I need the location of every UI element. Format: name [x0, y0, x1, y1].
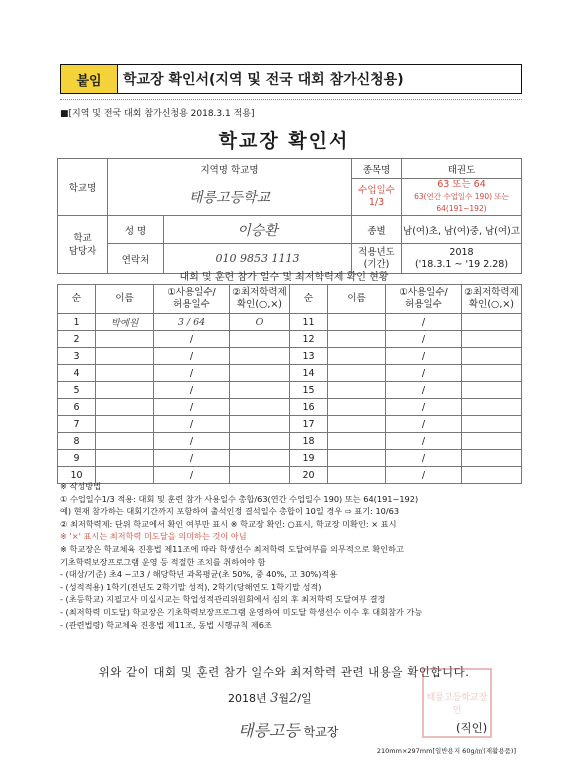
row-check	[462, 331, 522, 348]
col-name: 이름	[328, 285, 386, 314]
note-line: - (최저학력 미도달) 학교장은 기초학력보장프로그램 운영하여 미도달 학생선수 이수 후 대회참가 가능	[60, 606, 423, 617]
row-name	[96, 382, 154, 399]
school-value: 태릉고등학교	[108, 179, 352, 216]
header-box	[60, 64, 522, 94]
row-number: 5	[58, 382, 96, 399]
name-label: 성 명	[108, 216, 164, 244]
row-name	[96, 331, 154, 348]
seal-note: (직인)	[456, 721, 488, 735]
period-label-2: (기간)	[363, 258, 390, 270]
row-check	[230, 365, 290, 382]
col-days-1: ①사용일수/	[399, 287, 448, 298]
days-value-2: 63(연간 수업일수 190) 또는 64(191~192)	[414, 192, 509, 213]
days-label-2: 1/3	[368, 197, 385, 208]
date-day: 2	[289, 691, 298, 706]
table-row	[58, 348, 522, 365]
school-label: 학교명	[58, 159, 108, 216]
table-body	[58, 314, 522, 484]
row-name	[96, 348, 154, 365]
row-days: /	[154, 331, 230, 348]
row-days: /	[386, 467, 462, 484]
participation-table	[57, 284, 522, 484]
note-line: ① 수업일수1/3 적용: 대회 및 훈련 참가 사용일수 총합/63(연간 수업일수 190) 또는 64(191~192)	[60, 493, 419, 504]
category-value: 남(여)초, 남(여)중, 남(여)고	[402, 216, 522, 244]
row-days: /	[386, 331, 462, 348]
col-days-1: ①사용일수/	[167, 287, 216, 298]
col-name: 이름	[96, 285, 154, 314]
row-check	[462, 433, 522, 450]
row-days: /	[386, 314, 462, 331]
row-days: /	[386, 382, 462, 399]
row-number: 6	[58, 399, 96, 416]
school-sub-label: 지역명 학교명	[108, 159, 352, 179]
row-number: 2	[58, 331, 96, 348]
row-number: 16	[290, 399, 328, 416]
row-name	[328, 365, 386, 382]
principal-suffix: 학교장	[303, 725, 339, 739]
row-check	[462, 416, 522, 433]
row-check	[230, 331, 290, 348]
row-name	[96, 399, 154, 416]
contact-value: 010 9853 1113	[164, 244, 352, 274]
table-row	[58, 314, 522, 331]
teacher-label-2: 담당자	[68, 245, 97, 257]
header-title: 학교장 확인서(지역 및 전국 대회 참가신청용)	[123, 72, 404, 88]
period-value-1: 2018	[449, 246, 474, 258]
days-value-1: 63 또는 64	[437, 179, 486, 190]
category-label: 종별	[352, 216, 402, 244]
row-days: 3 / 64	[154, 314, 230, 331]
note-line: - (초등학교) 지필고사 미실시교는 학업성적관리위원회에서 심의 후 최저학력 도달여부 결정	[60, 594, 386, 605]
row-days: /	[386, 365, 462, 382]
attachment-tag: 붙임	[61, 65, 118, 93]
note-line: - (관련법령) 학교체육 진흥법 제11조, 동법 시행규칙 제6조	[60, 619, 272, 630]
row-name	[96, 365, 154, 382]
table-row	[58, 399, 522, 416]
row-days: /	[386, 399, 462, 416]
official-seal: 태릉고등학교장인	[422, 668, 492, 738]
col-days-2: 허용일수	[405, 299, 442, 310]
table-row	[58, 416, 522, 433]
row-name	[328, 331, 386, 348]
row-number: 20	[290, 467, 328, 484]
row-number: 10	[58, 467, 96, 484]
row-number: 7	[58, 416, 96, 433]
table-row	[58, 433, 522, 450]
row-check	[462, 314, 522, 331]
row-name	[96, 450, 154, 467]
teacher-label-1: 학교	[73, 232, 92, 244]
row-days: /	[154, 433, 230, 450]
note-line: 기초학력보장프로그램 운영 등 적절한 조치를 취하여야 함	[60, 556, 266, 567]
days-label-1: 수업일수	[358, 185, 395, 196]
principal-school-handwritten: 태릉고등	[238, 721, 300, 740]
row-number: 14	[290, 365, 328, 382]
section-title: 대회 및 훈련 참가 일수 및 최저학력제 확인 현황	[179, 272, 389, 283]
row-name	[96, 433, 154, 450]
row-name	[328, 382, 386, 399]
row-check	[230, 399, 290, 416]
table-row	[58, 382, 522, 399]
contact-label: 연락처	[108, 244, 164, 274]
info-table	[57, 158, 522, 274]
row-name	[96, 416, 154, 433]
col-check-2: 확인(○,×)	[468, 299, 515, 310]
event-value: 태권도	[402, 159, 522, 179]
row-days: /	[386, 348, 462, 365]
row-number: 4	[58, 365, 96, 382]
row-number: 19	[290, 450, 328, 467]
row-days: /	[386, 450, 462, 467]
row-number: 1	[58, 314, 96, 331]
date-year: 2018년	[228, 692, 267, 705]
paper-spec: 210mm×297mm[일반용지 60g/㎡(재활용품)]	[376, 747, 516, 755]
row-name	[328, 416, 386, 433]
note-line: ② 최저학력제: 단위 학교에서 확인 여부만 표시 ※ 학교장 확인: ○표시, 학교장 미확인: × 표시	[60, 518, 397, 529]
row-number: 15	[290, 382, 328, 399]
col-check-2: 확인(○,×)	[236, 299, 283, 310]
row-check	[462, 365, 522, 382]
row-check	[230, 416, 290, 433]
row-check	[462, 382, 522, 399]
row-check	[230, 433, 290, 450]
row-check	[462, 399, 522, 416]
row-name	[328, 399, 386, 416]
period-label-1: 적용년도	[358, 246, 395, 258]
note-line: ※ 작성방법	[60, 481, 102, 491]
name-value: 이승환	[164, 216, 352, 244]
row-days: /	[154, 382, 230, 399]
col-no: 순	[290, 285, 328, 314]
row-name	[328, 314, 386, 331]
row-number: 13	[290, 348, 328, 365]
row-name	[328, 348, 386, 365]
date-month-unit: 월	[278, 692, 290, 705]
row-name	[328, 433, 386, 450]
row-days: /	[154, 467, 230, 484]
table-row	[58, 365, 522, 382]
top-note: ■[지역 및 전국 대회 참가신청용 2018.3.1 적용]	[60, 109, 255, 119]
row-number: 9	[58, 450, 96, 467]
row-number: 17	[290, 416, 328, 433]
note-line: 예) 현재 참가하는 대회기간까지 포함하여 출석인정 결석일수 총합이 10일 경우 ⇨ 표기: 10/63	[60, 506, 400, 517]
row-check: O	[230, 314, 290, 331]
row-number: 3	[58, 348, 96, 365]
document-title: 학교장 확인서	[218, 130, 350, 152]
col-days-2: 허용일수	[173, 299, 210, 310]
date-month: 3	[270, 691, 279, 706]
event-label: 종목명	[352, 159, 402, 179]
row-days: /	[154, 399, 230, 416]
date-day-unit: /일	[297, 692, 312, 705]
row-days: /	[386, 433, 462, 450]
dotted-divider	[60, 99, 522, 100]
row-days: /	[154, 365, 230, 382]
row-number: 8	[58, 433, 96, 450]
row-days: /	[386, 416, 462, 433]
confirmation-text: 위와 같이 대회 및 훈련 참가 일수와 최저학력 관련 내용을 확인합니다.	[98, 665, 470, 679]
note-line: ※ '×' 표시는 최저학력 미도달을 의미하는 것이 아님	[60, 531, 247, 542]
row-days: /	[154, 416, 230, 433]
row-name	[328, 450, 386, 467]
row-check	[230, 450, 290, 467]
date-line	[228, 690, 312, 706]
row-days: /	[154, 348, 230, 365]
row-number: 18	[290, 433, 328, 450]
col-no: 순	[58, 285, 96, 314]
table-row	[58, 331, 522, 348]
period-value-2: ('18.3.1 ~ '19 2.28)	[414, 258, 509, 270]
row-check	[230, 348, 290, 365]
row-days: /	[154, 450, 230, 467]
notes-block	[60, 480, 530, 631]
row-number: 12	[290, 331, 328, 348]
principal-line	[238, 718, 338, 741]
row-number: 11	[290, 314, 328, 331]
row-name: 박예원	[96, 314, 154, 331]
row-check	[462, 450, 522, 467]
row-check	[230, 382, 290, 399]
table-row	[58, 450, 522, 467]
note-line: - (성적적용) 1학기(전년도 2학기말 성적), 2학기(당해연도 1학기말 성적)	[60, 581, 322, 592]
note-line: - (대상/기준) 초4 ~고3 / 해당학년 과목평균(초 50%, 중 40%, 고 30%)적용	[60, 569, 338, 580]
note-line: ※ 학교장은 학교체육 진흥법 제11조에 따라 학생선수 최저학력 도달여부를 의무적으로 확인하고	[60, 543, 404, 554]
col-check-1: ②최저학력제	[464, 287, 519, 298]
col-check-1: ②최저학력제	[232, 287, 287, 298]
row-check	[462, 348, 522, 365]
